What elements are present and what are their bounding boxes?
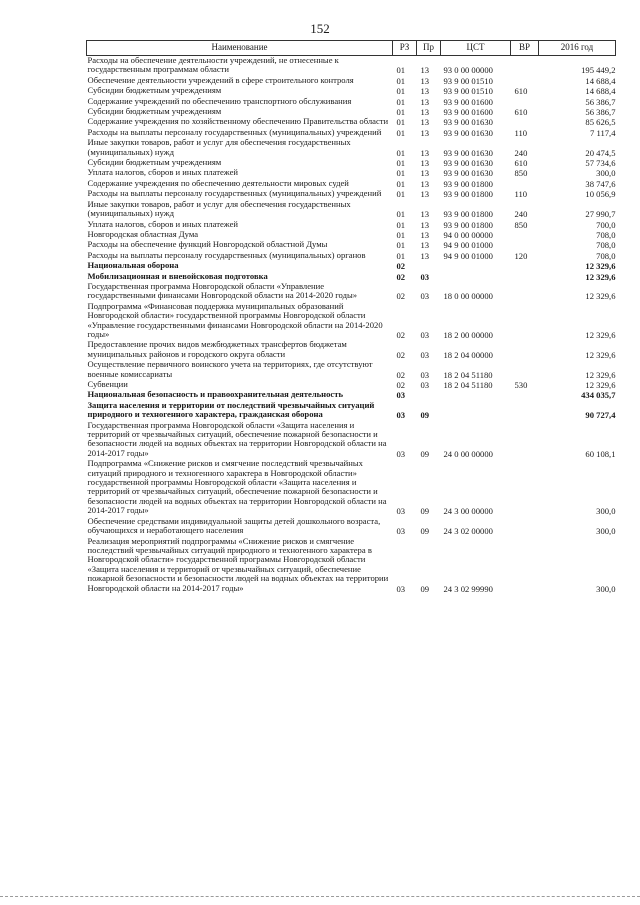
cell-sum: 708,0: [596, 250, 616, 261]
table-row: [87, 401, 616, 421]
cell-cst: 24 0 00 00000: [443, 448, 493, 459]
cell-cst: 24 3 02 99990: [443, 583, 493, 594]
cell-pr: 03: [420, 271, 430, 282]
table-row: [87, 360, 616, 380]
cell-cst: 93 9 00 01630: [443, 117, 493, 128]
cell-cst: 18 0 00 00000: [443, 291, 493, 302]
cell-name: Новгородская областная Дума: [87, 228, 199, 239]
cell-rz: 01: [396, 178, 406, 189]
cell-pr: 13: [420, 86, 430, 97]
cell-rz: 03: [396, 390, 406, 401]
cell-vr: [511, 261, 539, 271]
cell-cst: 93 9 00 01510: [443, 86, 493, 97]
cell-cst: 93 9 00 01630: [443, 158, 493, 169]
cell-pr: 09: [420, 583, 430, 594]
cell-sum: 12 329,6: [585, 380, 616, 390]
cell-cst: 93 9 00 01510: [443, 75, 493, 86]
table-row: [87, 517, 616, 537]
cell-rz: 01: [396, 229, 406, 240]
cell-sum: 708,0: [596, 240, 616, 251]
cell-cst: [441, 272, 511, 282]
cell-pr: 09: [420, 410, 430, 421]
cell-rz: 02: [396, 271, 406, 282]
cell-vr: 530: [514, 380, 528, 390]
cell-pr: 13: [420, 107, 430, 118]
header-rz: РЗ: [393, 41, 417, 56]
cell-cst: 93 9 00 01600: [443, 107, 493, 118]
table-row: [87, 421, 616, 460]
cell-name: Подпрограмма «Снижение рисков и смягчение последствий чрезвычайных ситуаций природного и техногенного характера в Новгородской области» государственной программы Новгородской области «Защита населения и территорий от чрезвычайных ситуаций, обеспечение пожарной безопасности и безопасности людей на водных объектах на территории Новгородской области на 2014-2017 годы»: [87, 458, 387, 516]
cell-rz: 01: [396, 250, 406, 261]
cell-sum: 300,0: [596, 583, 616, 594]
cell-pr: 09: [420, 506, 430, 517]
cell-sum: 434 035,7: [581, 390, 616, 401]
table-header-row: [87, 41, 616, 56]
cell-pr: 03: [420, 380, 430, 390]
header-sum: 2016 год: [539, 41, 616, 56]
cell-rz: 01: [396, 86, 406, 97]
cell-pr: 03: [420, 291, 430, 302]
cell-sum: 12 329,6: [585, 261, 616, 272]
cell-rz: 03: [396, 410, 406, 421]
cell-pr: 09: [420, 526, 430, 537]
cell-rz: 01: [396, 65, 406, 76]
cell-vr: 240: [514, 209, 528, 220]
cell-sum: 60 108,1: [585, 448, 616, 459]
cell-cst: 93 9 00 01630: [443, 168, 493, 179]
cell-vr: [511, 282, 539, 302]
cell-vr: [511, 230, 539, 240]
cell-cst: [441, 390, 511, 400]
table-body: [87, 56, 616, 594]
cell-sum: 85 626,5: [585, 117, 616, 128]
cell-name: Субсидии бюджетным учреждениям: [87, 106, 222, 117]
cell-rz: 01: [396, 219, 406, 230]
cell-cst: 93 9 00 01800: [443, 189, 493, 200]
cell-name: Субсидии бюджетным учреждениям: [87, 157, 222, 168]
cell-pr: [417, 261, 441, 271]
cell-vr: [511, 421, 539, 460]
cell-pr: 13: [420, 127, 430, 138]
cell-rz: 02: [396, 261, 406, 272]
cell-pr: 13: [420, 168, 430, 179]
table-row: [87, 537, 616, 594]
cell-pr: 13: [420, 65, 430, 76]
cell-pr: 13: [420, 229, 430, 240]
cell-vr: [511, 340, 539, 360]
cell-name: Осуществление первичного воинского учета на территориях, где отсутствуют военные комиссариаты: [87, 359, 373, 379]
cell-rz: 01: [396, 127, 406, 138]
cell-pr: 13: [420, 178, 430, 189]
cell-vr: 120: [514, 250, 528, 261]
cell-name: Расходы на обеспечение функций Новгородской областной Думы: [87, 239, 328, 250]
cell-rz: 02: [396, 329, 406, 340]
cell-vr: 610: [514, 86, 528, 97]
cell-name: Содержание учреждения по обеспечению деятельности мировых судей: [87, 177, 349, 188]
cell-name: Расходы на выплаты персоналу государственных (муниципальных) учреждений: [87, 188, 382, 199]
cell-vr: [511, 117, 539, 127]
cell-rz: 03: [396, 526, 406, 537]
header-vr: ВР: [511, 41, 539, 56]
cell-vr: [511, 240, 539, 250]
cell-vr: 110: [514, 189, 528, 200]
cell-pr: 13: [420, 189, 430, 200]
cell-name: Расходы на выплаты персоналу государственных (муниципальных) органов: [87, 249, 366, 260]
cell-name: Предоставление прочих видов межбюджетных трансфертов бюджетам муниципальных районов и городского округа области: [87, 339, 347, 359]
cell-vr: 610: [514, 107, 528, 118]
cell-vr: 850: [514, 168, 528, 179]
cell-pr: 03: [420, 349, 430, 360]
cell-rz: 02: [396, 291, 406, 302]
cell-rz: 02: [396, 369, 406, 380]
cell-rz: 02: [396, 380, 406, 390]
cell-name: Содержание учреждения по хозяйственному обеспечению Правительства области: [87, 116, 389, 127]
cell-name: Расходы на обеспечение деятельности учреждений, не отнесенные к государственным программам области: [87, 55, 339, 75]
cell-cst: 18 2 04 51180: [443, 380, 493, 390]
cell-name: Обеспечение деятельности учреждений в сфере строительного контроля: [87, 74, 354, 85]
page-bottom-rule: [0, 896, 640, 898]
cell-cst: 24 3 00 00000: [443, 506, 493, 517]
cell-sum: 7 117,4: [590, 127, 616, 138]
cell-sum: 57 734,6: [585, 158, 616, 169]
cell-name: Субвенции: [87, 379, 128, 389]
cell-sum: 90 727,4: [585, 410, 616, 421]
cell-name: Иные закупки товаров, работ и услуг для обеспечения государственных (муниципальных) нужд: [87, 137, 351, 157]
cell-rz: 01: [396, 96, 406, 107]
cell-vr: [511, 302, 539, 341]
cell-name: Обеспечение средствами индивидуальной защиты детей дошкольного возраста, обучающихся и неработающего населения: [87, 515, 381, 536]
budget-table: [86, 40, 616, 594]
cell-pr: [417, 390, 441, 400]
cell-sum: 12 329,6: [585, 369, 616, 380]
cell-name: Реализация мероприятий подпрограммы «Снижение рисков и смягчение последствий чрезвычайных ситуаций природного и техногенного характера в Новгородской области» государственной программы Новгородской области «Защита населения и территорий от чрезвычайных ситуаций, обеспечение пожарной безопасности и безопасности людей на водных объектах на территории Новгородской области на 2014-2017 годы»: [87, 535, 389, 593]
cell-vr: [511, 56, 539, 76]
cell-rz: 01: [396, 168, 406, 179]
cell-rz: 01: [396, 107, 406, 118]
cell-rz: 01: [396, 158, 406, 169]
table-row: [87, 200, 616, 220]
cell-vr: [511, 97, 539, 107]
cell-cst: 94 0 00 00000: [443, 229, 493, 240]
cell-pr: 13: [420, 219, 430, 230]
table-row: [87, 138, 616, 158]
cell-sum: 56 386,7: [585, 96, 616, 107]
cell-sum: 708,0: [596, 229, 616, 240]
cell-name: Государственная программа Новгородской области «Управление государственными финансами Новгородской области на 2014-2020 годы»: [87, 280, 358, 301]
table-row: [87, 302, 616, 341]
cell-sum: 700,0: [596, 219, 616, 230]
cell-sum: 12 329,6: [585, 271, 616, 282]
cell-cst: 18 2 04 51180: [443, 369, 493, 380]
cell-pr: 13: [420, 240, 430, 251]
cell-name: Уплата налогов, сборов и иных платежей: [87, 167, 239, 178]
cell-name: Подпрограмма «Финансовая поддержка муниципальных образований Новгородской области» государственной программы Новгородской области «Управление государственными финансами Новгородской области на 2014-2020 годы»: [87, 300, 383, 339]
cell-pr: 13: [420, 158, 430, 169]
table-row: [87, 56, 616, 76]
cell-rz: 02: [396, 349, 406, 360]
cell-rz: 01: [396, 75, 406, 86]
cell-vr: 240: [514, 147, 528, 158]
cell-sum: 14 688,4: [585, 86, 616, 97]
cell-name: Национальная оборона: [87, 260, 179, 271]
cell-vr: [511, 401, 539, 421]
cell-vr: [511, 537, 539, 594]
cell-vr: [511, 179, 539, 189]
table-row: [87, 261, 616, 271]
cell-rz: 01: [396, 117, 406, 128]
cell-vr: 610: [514, 158, 528, 169]
cell-sum: 14 688,4: [585, 75, 616, 86]
cell-name: Иные закупки товаров, работ и услуг для обеспечения государственных (муниципальных) нужд: [87, 198, 351, 219]
cell-name: Государственная программа Новгородской области «Защита населения и территорий от чрезвычайных ситуаций, обеспечение пожарной безопасности и безопасности людей на водных объектах на территории Новгородской области на 2014-2017 годы»: [87, 419, 387, 458]
cell-name: Уплата налогов, сборов и иных платежей: [87, 218, 239, 229]
cell-cst: 93 9 00 01800: [443, 178, 493, 189]
cell-pr: 13: [420, 96, 430, 107]
cell-rz: 01: [396, 240, 406, 251]
cell-pr: 13: [420, 117, 430, 128]
header-pr: Пр: [417, 41, 441, 56]
cell-cst: 93 0 00 00000: [443, 65, 493, 76]
cell-cst: 94 9 00 01000: [443, 250, 493, 261]
cell-name: Мобилизационная и вневойсковая подготовка: [87, 270, 268, 281]
cell-sum: 27 990,7: [585, 209, 616, 220]
cell-vr: [511, 390, 539, 400]
cell-vr: [511, 272, 539, 282]
table-row: [87, 459, 616, 516]
cell-rz: 03: [396, 448, 406, 459]
cell-rz: 03: [396, 506, 406, 517]
cell-sum: 195 449,2: [581, 65, 616, 76]
cell-sum: 300,0: [596, 168, 616, 179]
cell-cst: 24 3 02 00000: [443, 526, 493, 537]
page-number: 152: [310, 21, 330, 36]
cell-rz: 03: [396, 583, 406, 594]
cell-vr: [511, 76, 539, 86]
cell-cst: 18 2 00 00000: [443, 329, 493, 340]
header-name: Наименование: [87, 41, 393, 56]
cell-cst: 93 9 00 01630: [443, 127, 493, 138]
cell-name: Расходы на выплаты персоналу государственных (муниципальных) учреждений: [87, 126, 382, 137]
cell-rz: 01: [396, 147, 406, 158]
table-row: [87, 340, 616, 360]
cell-sum: 20 474,5: [585, 147, 616, 158]
cell-cst: 93 9 00 01800: [443, 219, 493, 230]
cell-vr: [511, 517, 539, 537]
cell-name: Национальная безопасность и правоохранительная деятельность: [87, 389, 344, 400]
cell-cst: [441, 261, 511, 271]
cell-vr: 850: [514, 219, 528, 230]
cell-sum: 300,0: [596, 526, 616, 537]
cell-sum: 12 329,6: [585, 329, 616, 340]
cell-pr: 13: [420, 250, 430, 261]
cell-vr: 110: [514, 127, 528, 138]
cell-pr: 13: [420, 209, 430, 220]
cell-cst: 94 9 00 01000: [443, 240, 493, 251]
cell-vr: [511, 360, 539, 380]
cell-cst: 93 9 00 01600: [443, 96, 493, 107]
cell-pr: 03: [420, 329, 430, 340]
cell-rz: 01: [396, 189, 406, 200]
cell-pr: 13: [420, 75, 430, 86]
cell-sum: 38 747,6: [585, 178, 616, 189]
cell-cst: 93 9 00 01800: [443, 209, 493, 220]
cell-sum: 12 329,6: [585, 291, 616, 302]
cell-name: Субсидии бюджетным учреждениям: [87, 85, 222, 96]
header-cst: ЦСТ: [441, 41, 511, 56]
cell-pr: 09: [420, 448, 430, 459]
cell-name: Содержание учреждений по обеспечению транспортного обслуживания: [87, 95, 352, 106]
cell-sum: 56 386,7: [585, 107, 616, 118]
table-row: [87, 282, 616, 302]
cell-cst: 93 9 00 01630: [443, 147, 493, 158]
cell-name: Защита населения и территории от последствий чрезвычайных ситуаций природного и техногенного характера, гражданская оборона: [87, 399, 375, 420]
cell-sum: 300,0: [596, 506, 616, 517]
cell-sum: 10 056,9: [585, 189, 616, 200]
cell-pr: 13: [420, 147, 430, 158]
cell-pr: 03: [420, 369, 430, 380]
cell-sum: 12 329,6: [585, 349, 616, 360]
cell-vr: [511, 459, 539, 516]
cell-cst: 18 2 04 00000: [443, 349, 493, 360]
cell-cst: [441, 401, 511, 421]
cell-rz: 01: [396, 209, 406, 220]
